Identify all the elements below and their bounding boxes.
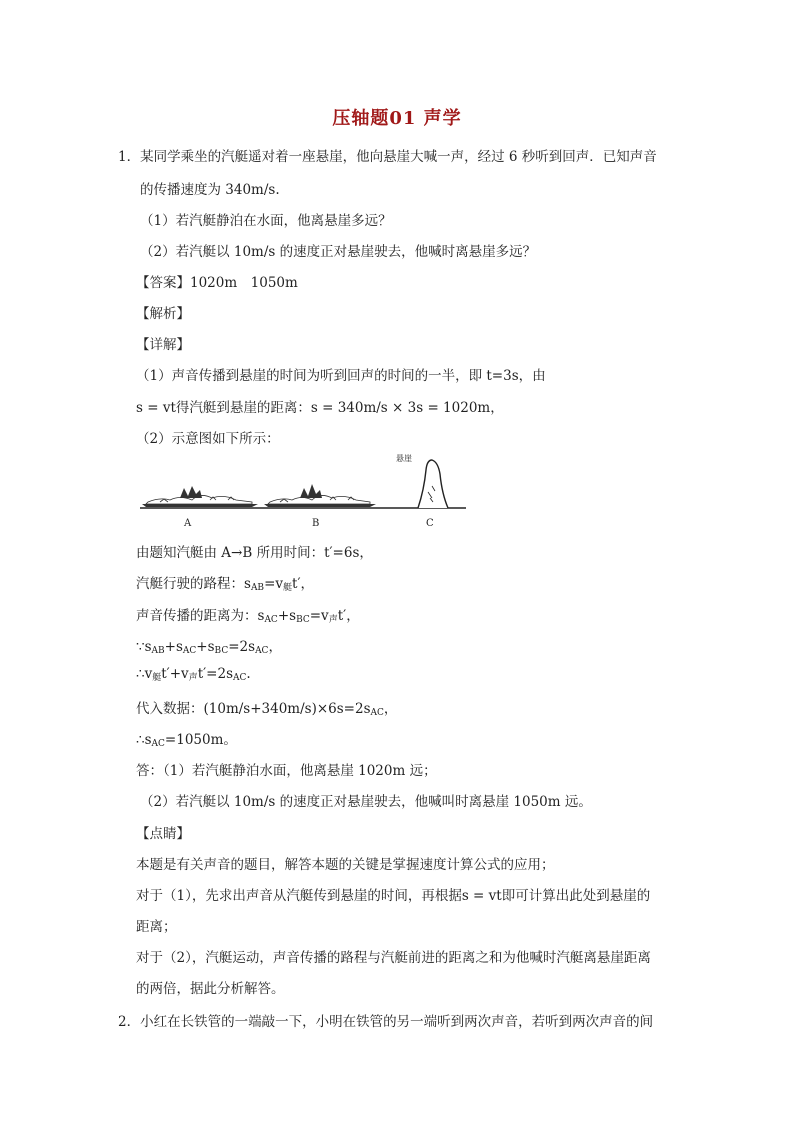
page-title: 压轴题01 声学: [332, 108, 462, 129]
solution-line-6: 代入数据：$(10m/s+340m/s)\times 6s=2s_{AC}$，: [136, 701, 398, 718]
solution-line-2: 汽艇行驶的路程：$s_{AB}=v_艇t'$，: [136, 576, 315, 593]
boat-cliff-diagram: [140, 450, 470, 532]
solution-line-7: $\therefore s_{AC}=1050m$。: [136, 732, 237, 749]
detail-line-2: s = vt得汽艇到悬崖的距离：s = 340m/s × 3s = 1020m，: [136, 400, 504, 416]
q1-subquestion-2: （2）若汽艇以 10m/s 的速度正对悬崖驶去，他喊时离悬崖多远？: [140, 244, 537, 260]
comment-line-5: 的两倍，据此分析解答。: [136, 981, 285, 997]
q1-stem-line1: 1．某同学乘坐的汽艇遥对着一座悬崖，他向悬崖大喊一声，经过 6 秒听到回声．已知声音: [118, 149, 657, 165]
solution-line-4: $\because s_{AB}+s_{AC}+s_{BC}=2s_{AC}$，: [136, 639, 282, 656]
cliff-icon: [418, 460, 448, 508]
detail-line-3: （2）示意图如下所示：: [136, 431, 280, 447]
solution-line-3: 声音传播的距离为：$s_{AC}+s_{BC}=v_声t'$，: [136, 608, 360, 625]
q2-stem-line1: 2．小红在长铁管的一端敲一下，小明在铁管的另一端听到两次声音，若听到两次声音的间: [118, 1014, 654, 1030]
q1-subquestion-1: （1）若汽艇静泊在水面，他离悬崖多远？: [140, 213, 392, 229]
detail-heading: 【详解】: [136, 337, 190, 353]
point-c-label: C: [426, 518, 434, 529]
analysis-heading: 【解析】: [136, 306, 190, 322]
solution-line-5: $\therefore v_艇t'+v_声t'=2s_{AC}$.: [136, 666, 251, 683]
comment-line-4: 对于（2），汽艇运动，声音传播的路程与汽艇前进的距离之和为他喊时汽艇离悬崖距离: [136, 950, 651, 966]
boat-b-icon: [264, 484, 376, 507]
final-answer-2: （2）若汽艇以 10m/s 的速度正对悬崖驶去，他喊叫时离悬崖 1050m 远。: [140, 794, 592, 810]
solution-line-1: 由题知汽艇由 A→B 所用时间：t′=6s，: [136, 545, 373, 561]
cliff-label: 悬崖: [396, 454, 412, 463]
point-a-label: A: [184, 518, 192, 529]
comment-line-2: 对于（1），先求出声音从汽艇传到悬崖的时间，再根据s = vt即可计算出此处到悬崖的: [136, 888, 651, 904]
comment-line-3: 距离；: [136, 919, 177, 935]
q1-answer: 【答案】1020m 1050m: [136, 275, 298, 291]
boat-a-icon: [142, 486, 258, 507]
comment-line-1: 本题是有关声音的题目，解答本题的关键是掌握速度计算公式的应用；: [136, 857, 555, 873]
point-b-label: B: [312, 518, 320, 529]
detail-line-1: （1）声音传播到悬崖的时间为听到回声的时间的一半，即 t=3s，由: [136, 368, 546, 384]
comment-heading: 【点睛】: [136, 826, 190, 842]
q1-stem-line2: 的传播速度为 340m/s.: [140, 182, 280, 198]
final-answer-1: 答：（1）若汽艇静泊水面，他离悬崖 1020m 远；: [136, 763, 437, 779]
